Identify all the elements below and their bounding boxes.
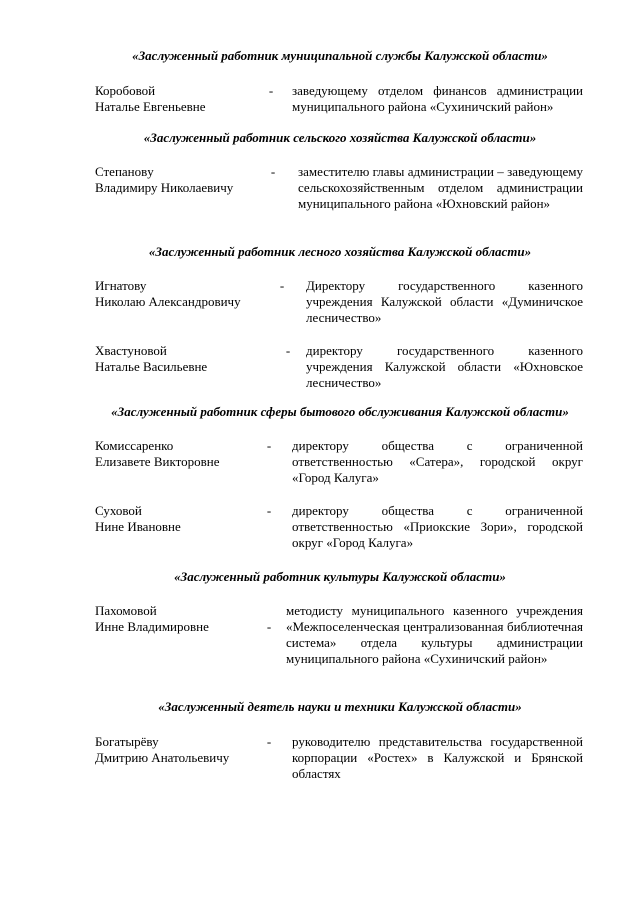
recipient-given-names: Николаю Александровичу xyxy=(95,294,241,309)
recipient-position: заведующему отделом финансов администрации муниципального района «Сухиничский район» xyxy=(292,83,583,114)
recipient-position: директору общества с ограниченной ответственностью «Приокские Зори», городской округ «Город Калуга» xyxy=(292,503,583,550)
section-heading: «Заслуженный работник сферы бытового обслуживания Калужской области» xyxy=(111,404,569,419)
recipient-given-names: Владимиру Николаевичу xyxy=(95,180,234,195)
recipient-position: методисту муниципального казенного учреждения «Межпоселенческая централизованная библиотечная система» отдела культуры администрации муниципального района «Сухиничский район» xyxy=(286,603,583,666)
recipient-name xyxy=(95,278,265,310)
recipient-position: заместителю главы администрации – заведующему сельскохозяйственным отделом администрации муниципального района «Юхновский район» xyxy=(298,164,583,211)
section-heading: «Заслуженный работник сельского хозяйства Калужской области» xyxy=(143,130,537,145)
recipient-name xyxy=(95,438,265,470)
recipient-name xyxy=(95,603,265,635)
recipient-given-names: Дмитрию Анатольевичу xyxy=(95,750,230,765)
recipient-name xyxy=(95,343,265,375)
recipient-position: Директору государственного казенного учреждения Калужской области «Думиничское лесничество» xyxy=(306,278,583,325)
recipient-given-names: Нине Ивановне xyxy=(95,519,181,534)
section-heading: «Заслуженный деятель науки и техники Калужской области» xyxy=(158,699,522,714)
section-heading: «Заслуженный работник муниципальной службы Калужской области» xyxy=(132,48,548,63)
recipient-surname: Комиссаренко xyxy=(95,438,174,453)
separator-dash: - xyxy=(268,83,274,98)
recipient-position: руководителю представительства государственной корпорации «Ростех» в Калужской и Брянской областях xyxy=(292,734,583,781)
section-heading: «Заслуженный работник лесного хозяйства Калужской области» xyxy=(148,244,532,259)
separator-dash: - xyxy=(279,278,285,293)
recipient-given-names: Инне Владимировне xyxy=(95,619,209,634)
separator-dash: - xyxy=(266,438,272,453)
separator-dash: - xyxy=(266,503,272,518)
recipient-given-names: Наталье Евгеньевне xyxy=(95,99,206,114)
separator-dash: - xyxy=(266,619,272,634)
recipient-given-names: Наталье Васильевне xyxy=(95,359,208,374)
recipient-surname: Игнатову xyxy=(95,278,147,293)
recipient-surname: Степановy xyxy=(95,164,154,179)
recipient-name xyxy=(95,734,265,766)
section-heading: «Заслуженный работник культуры Калужской области» xyxy=(174,569,506,584)
recipient-surname: Богатырёву xyxy=(95,734,159,749)
recipient-position: директору общества с ограниченной ответственностью «Сатера», городской округ «Город Калуга» xyxy=(292,438,583,485)
recipient-name xyxy=(95,164,265,196)
recipient-surname: Пахомовой xyxy=(95,603,157,618)
recipient-surname: Хвастуновой xyxy=(95,343,167,358)
separator-dash: - xyxy=(285,343,291,358)
recipient-given-names: Елизавете Викторовне xyxy=(95,454,220,469)
separator-dash: - xyxy=(266,734,272,749)
recipient-name xyxy=(95,503,265,535)
recipient-surname: Суховой xyxy=(95,503,142,518)
recipient-position: директору государственного казенного учреждения Калужской области «Юхновское лесничество» xyxy=(306,343,583,390)
recipient-surname: Коробовой xyxy=(95,83,156,98)
separator-dash: - xyxy=(270,164,276,179)
recipient-name xyxy=(95,83,265,115)
